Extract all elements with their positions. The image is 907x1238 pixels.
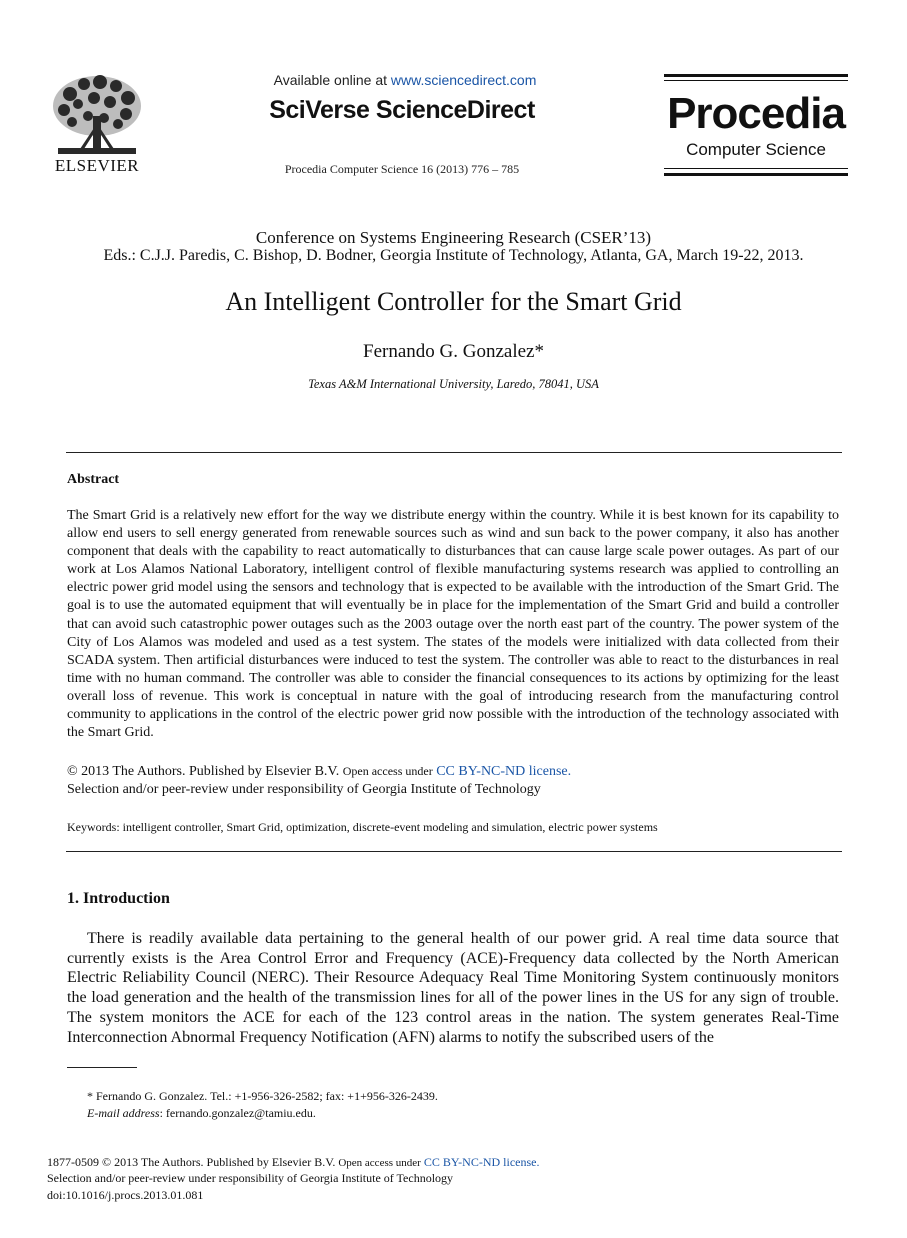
logo-rule	[664, 74, 848, 77]
logo-rule	[664, 168, 848, 169]
conference-name: Conference on Systems Engineering Research (CSER’13)	[255, 228, 652, 247]
copyright-line	[67, 764, 571, 780]
copyright-text: © 2013 The Authors. Published by Elsevier B.V.	[67, 764, 340, 779]
elsevier-tree-icon	[48, 72, 146, 156]
footer-doi: doi:10.1016/j.procs.2013.01.081	[47, 1188, 204, 1202]
abstract-body: The Smart Grid is a relatively new effort for the way we distribute energy within the country. While it is best known for its capability to allow end users to sell energy generated from renewable sources such as wind and sun back to the power company, it also has another component that deals with the capability to react automatically to disturbances that can cause large scale power outages. As part of our work at Los Alamos National Laboratory, intelligent control of flexible manufacturing systems research was applied to controlling an electric power grid model using the sensors and technology that is expected to be available with the introduction of the Smart Grid. The goal is to use the automated equipment that will eventually be in place for the implementation of the Smart Grid and build a controller that can avoid such catastrophic power outages such as the 2003 outage over the north east part of the country. The power system of the City of Los Alamos was modeled and used as a test system. The states of the models were initialized with data collected from their SCADA system. Then artificial disturbances were induced to test the system. The controller was able to react to the disturbances in real time with no human command. The controller was able to consider the financial consequences to its actions by optimizing for the least overall loss of revenue. This work is conceptual in nature with the goal of introducing research from the manufacturing control community to applications in the control of the electric power grid now possible with the introduction of the technology associated with the Smart Grid.	[67, 508, 839, 741]
sciencedirect-link[interactable]: www.sciencedirect.com	[390, 72, 537, 88]
elsevier-logo	[48, 72, 146, 180]
email-label: E-mail address	[87, 1106, 160, 1120]
available-online-line	[240, 72, 570, 88]
procedia-logo	[664, 74, 848, 176]
peer-review-statement: Selection and/or peer-review under responsibility of Georgia Institute of Technology	[67, 782, 541, 797]
keywords: Keywords: intelligent controller, Smart Grid, optimization, discrete-event modeling and simulation, electric power systems	[67, 820, 658, 834]
footer-copyright	[47, 1155, 539, 1170]
footer-copyright-text: 1877-0509 © 2013 The Authors. Published by Elsevier B.V.	[47, 1155, 336, 1169]
editors-line: Eds.: C.J.J. Paredis, C. Bishop, D. Bodner, Georgia Institute of Technology, Atlanta, GA, March 19-22, 2013.	[103, 247, 804, 264]
divider	[66, 452, 842, 453]
procedia-logo-title: Procedia	[667, 89, 845, 138]
elsevier-wordmark: ELSEVIER	[54, 156, 140, 175]
email-value: : fernando.gonzalez@tamiu.edu.	[159, 1106, 316, 1120]
open-access-label: Open access under	[342, 764, 433, 778]
journal-reference: Procedia Computer Science 16 (2013) 776 – 785	[284, 162, 520, 176]
footer-peer-review: Selection and/or peer-review under responsibility of Georgia Institute of Technology	[47, 1171, 454, 1185]
footer-license-link[interactable]: CC BY-NC-ND license.	[423, 1155, 540, 1169]
section-heading: 1. Introduction	[67, 890, 170, 907]
footnote-contact: * Fernando G. Gonzalez. Tel.: +1-956-326-2582; fax: +1+956-326-2439.	[87, 1089, 438, 1103]
abstract-heading: Abstract	[67, 472, 120, 487]
author-name: Fernando G. Gonzalez*	[363, 341, 544, 362]
logo-rule	[664, 173, 848, 176]
footnote-email	[87, 1106, 316, 1121]
divider	[66, 851, 842, 852]
available-online-label: Available online at	[273, 72, 391, 88]
author-affiliation: Texas A&M International University, Laredo, 78041, USA	[308, 377, 599, 391]
license-link[interactable]: CC BY-NC-ND license.	[436, 764, 572, 779]
logo-rule	[664, 80, 848, 81]
introduction-body: There is readily available data pertaining to the general health of our power grid. A real time data source that currently exists is the Area Control Error and Frequency (ACE)-Frequency data collected by the North American Electric Reliability Council (NERC). Their Resource Adequacy Real Time Monitoring System continuously monitors the load generation and the health of the transmission lines for all of the power lines in the US for any sign of trouble. The system monitors the ACE for each of the 123 control areas in the nation. The system generates Real-Time Interconnection Abnormal Frequency Notification (AFN) alarms to notify the subscribed users of the	[67, 930, 839, 1046]
procedia-logo-subtitle: Computer Science	[686, 140, 826, 159]
footnote-rule	[67, 1067, 137, 1068]
paper-title: An Intelligent Controller for the Smart Grid	[225, 287, 682, 316]
footer-open-access-label: Open access under	[338, 1157, 421, 1169]
platform-name: SciVerse ScienceDirect	[269, 96, 535, 124]
